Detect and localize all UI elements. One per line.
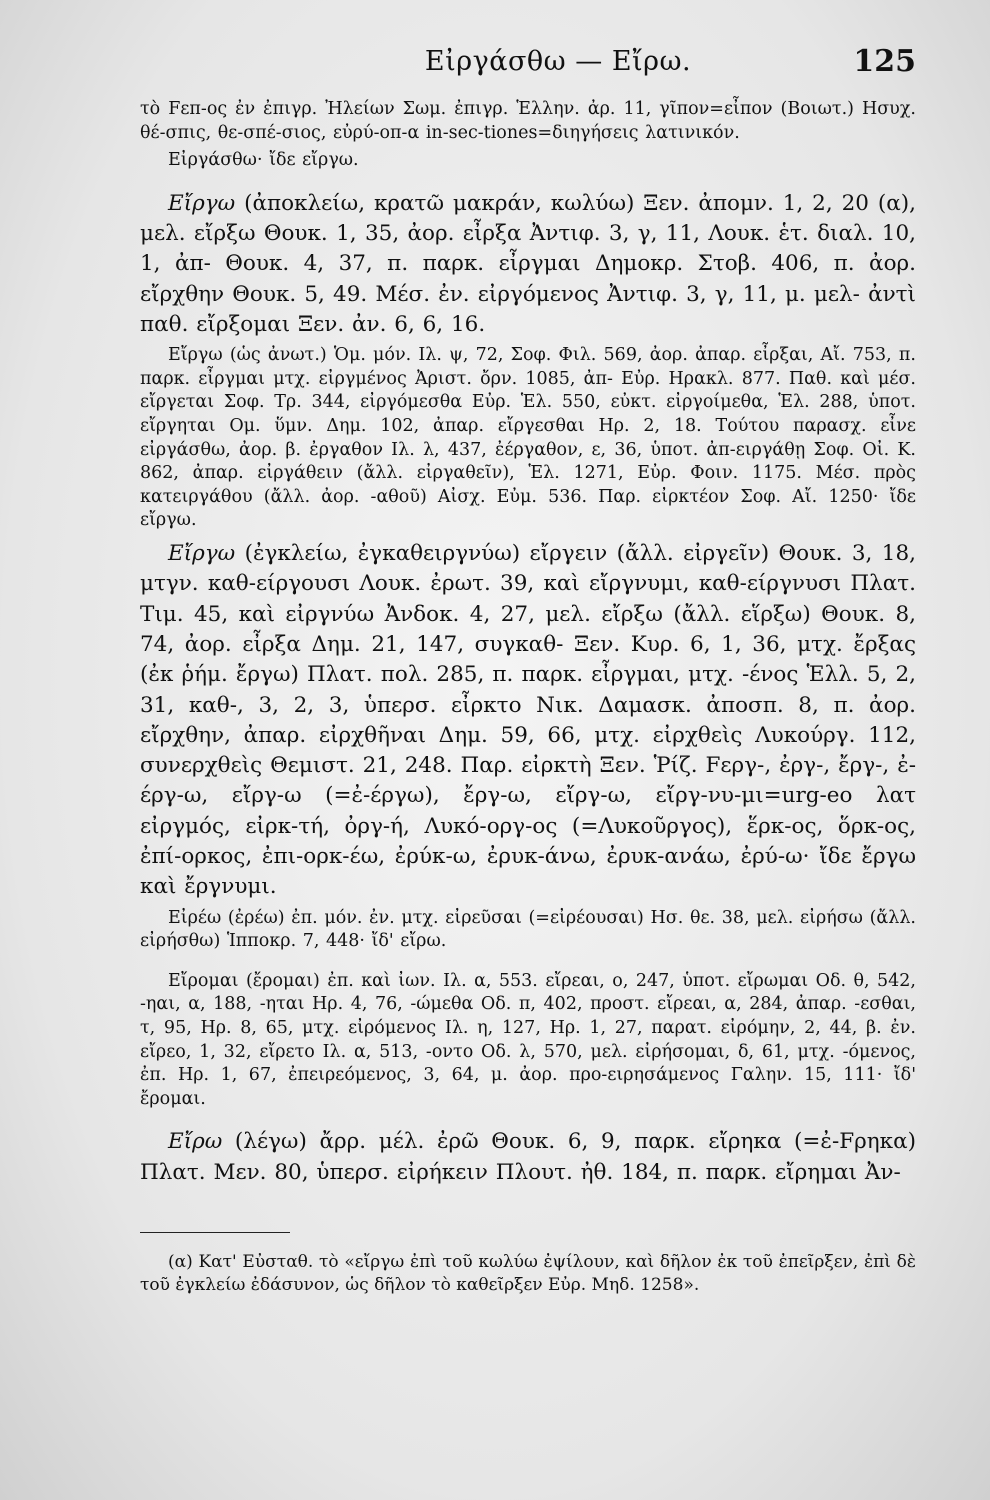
entry-text: Εἰργάσθω· ἴδε εἴργω. [168,150,359,171]
entry-lemma: Εἴργω [168,190,236,216]
entry-text: Εἴργω (ὡς ἀνωτ.) Ὁμ. μόν. Ιλ. ψ, 72, Σοφ. Φιλ. 569, ἀορ. ἀπαρ. εἶρξαι, Αἴ. 753, π. παρκ. εἶργμαι μτχ. εἰργμένος Ἀριστ. ὄρν. 1085, ἀπ- Εὐρ. Ηρακλ. 877. Παθ. καὶ μέσ. εἴργεται Σοφ. Τρ. 344, εἰργόμεσθα Εὐρ. Ἑλ. 550, εὐκτ. εἰργοίμεθα, Ἑλ. 288, ὑποτ. εἴργηται Ομ. ὕμν. Δημ. 102, ἀπαρ. εἴργεσθαι Ηρ. 2, 18. Τούτου παρασχ. εἶνε εἰργάσθω, ἀορ. β. ἐργαθον Ιλ. λ, 437, ἐέργαθον, ε, 36, ὑποτ. ἀπ-ειργάθῃ Σοφ. Οἰ. Κ. 862, ἀπαρ. εἰργάθειν (ἄλλ. εἰργαθεῖν), Ἑλ. 1271, Εὐρ. Φοιν. 1175. Μέσ. πρὸς κατειργάθου (ἄλλ. ἀορ. -αθοῦ) Αἰσχ. Εὐμ. 536. Παρ. εἰρκτέον Σοφ. Αἴ. 1250· ἴδε εἴργω. [140,345,916,531]
entry-eirgo-2 [140,344,916,533]
running-title: Εἰργάσθω — Εἴρω. [424,46,692,77]
running-head [140,38,916,98]
entry-lemma: Εἴργω [168,541,236,567]
entry-text: (λέγω) ἄρρ. μέλ. ἐρῶ Θουκ. 6, 9, παρκ. εἴρηκα (=ἐ-Fρηκα) Πλατ. Μεν. 80, ὑπερσ. εἰρήκειν Πλουτ. ἠθ. 184, π. παρκ. εἴρημαι Ἀν- [140,1129,916,1185]
dictionary-body [140,98,916,1188]
entry-eirgastho [140,149,916,173]
entry-lemma: Εἴρω [168,1129,223,1155]
page-number: 125 [853,44,916,79]
entry-eireo [140,907,916,954]
footnote-divider [140,1232,290,1233]
entry-eirgo-3 [140,539,916,903]
footnote: (α) Κατ' Εὐσταθ. τὸ «εἴργω ἐπὶ τοῦ κωλύω ἐψίλουν, καὶ δῆλον ἐκ τοῦ ἐπεῖρξεν, ἐπὶ δὲ τοῦ ἐγκλείω ἐδάσυνον, ὡς δῆλον τὸ καθεῖρξεν Εὐρ. Μηδ. 1258». [140,1251,916,1296]
entry-text: Εἴρομαι (ἔρομαι) ἐπ. καὶ ἰων. Ιλ. α, 553. εἴρεαι, ο, 247, ὑποτ. εἴρωμαι Οδ. θ, 542, -ηαι, α, 188, -ηται Ηρ. 4, 76, -ώμεθα Οδ. π, 402, προστ. εἴρεαι, α, 284, ἀπαρ. -εσθαι, τ, 95, Ηρ. 8, 65, μτχ. εἰρόμενος Ιλ. η, 127, Ηρ. 1, 27, παρατ. εἰρόμην, 2, 44, β. ἐν. εἴρεο, 1, 32, εἴρετο Ιλ. α, 513, -οντο Οδ. λ, 570, μελ. εἰρήσομαι, δ, 61, μτχ. -όμενος, ἐπ. Ηρ. 1, 67, ἐπειρεόμενος, 3, 64, μ. ἀορ. προ-ειρησάμενος Γαλην. 15, 111· ἴδ' ἔρομαι. [140,970,916,1109]
entry-text: Εἰρέω (ἐρέω) ἐπ. μόν. ἐν. μτχ. εἰρεῦσαι (=εἰρέουσαι) Ησ. θε. 38, μελ. εἰρήσω (ἄλλ. εἰρήσθω) Ἱπποκρ. 7, 448· ἴδ' εἴρω. [140,907,916,952]
entry-text: (ἀποκλείω, κρατῶ μακράν, κωλύω) Ξεν. ἀπομν. 1, 2, 20 (α), μελ. εἴρξω Θουκ. 1, 35, ἀορ. εἶρξα Ἀντιφ. 3, γ, 11, Λουκ. ἑτ. διαλ. 10, 1, ἀπ- Θουκ. 4, 37, π. παρκ. εἶργμαι Δημοκρ. Στοβ. 406, π. ἀορ. εἴρχθην Θουκ. 5, 49. Μέσ. ἐν. εἰργόμενος Ἀντιφ. 3, γ, 11, μ. μελ- ἀντὶ παθ. εἴρξομαι Ξεν. ἀν. 6, 6, 16. [140,190,916,337]
entry-eiro [140,1127,916,1188]
entry-text: (ἐγκλείω, ἐγκαθειργνύω) εἴργειν (ἄλλ. εἰργεῖν) Θουκ. 3, 18, μτγν. καθ-είργουσι Λουκ. ἐρωτ. 39, καὶ εἴργνυμι, καθ-είργνυσι Πλατ. Τιμ. 45, καὶ εἰργνύω Ἀνδοκ. 4, 27, μελ. εἴρξω (ἄλλ. εἵρξω) Θουκ. 8, 74, ἀορ. εἶρξα Δημ. 21, 147, συγκαθ- Ξεν. Κυρ. 6, 1, 36, μτχ. ἔρξας (ἐκ ῥήμ. ἔργω) Πλατ. πολ. 285, π. παρκ. εἶργμαι, μτχ. -ένος Ἑλλ. 5, 2, 31, καθ-, 3, 2, 3, ὑπερσ. εἶρκτο Νικ. Δαμασκ. ἀποσπ. 8, π. ἀορ. εἴρχθην, ἀπαρ. εἰρχθῆναι Δημ. 59, 66, μτχ. εἰρχθεὶς Λυκούργ. 112, συνερχθεὶς Θεμιστ. 21, 248. Παρ. εἰρκτὴ Ξεν. Ῥίζ. Fεργ-, ἐργ-, ἔργ-, ἐ-έργ-ω, εἴργ-ω (=ἐ-έργω), ἔργ-ω, εἴργ-ω, εἴργ-νυ-μι=urg-eo λατ εἰργμός, εἰρκ-τή, ὀργ-ή, Λυκό-οργ-ος (=Λυκοῦργος), ἕρκ-ος, ὅρκ-ος, ἐπί-ορκος, ἐπι-ορκ-έω, ἐρύκ-ω, ἐρυκ-άνω, ἐρυκ-ανάω, ἐρύ-ω· ἴδε ἔργω καὶ ἔργνυμι. [140,541,916,900]
entry-text: τὸ Fεπ-ος ἐν ἐπιγρ. Ἠλείων Σωμ. ἐπιγρ. Ἑλλην. ἀρ. 11, γῖπον=εἶπον (Βοιωτ.) Ησυχ. θέ-σπις, θε-σπέ-σιος, εὐρύ-οπ-α in-sec-tiones=διηγήσεις λατινικόν. [140,99,916,143]
entry-eirgo-1 [140,189,916,340]
entry-continuation [140,98,916,145]
entry-eiromai [140,970,916,1112]
